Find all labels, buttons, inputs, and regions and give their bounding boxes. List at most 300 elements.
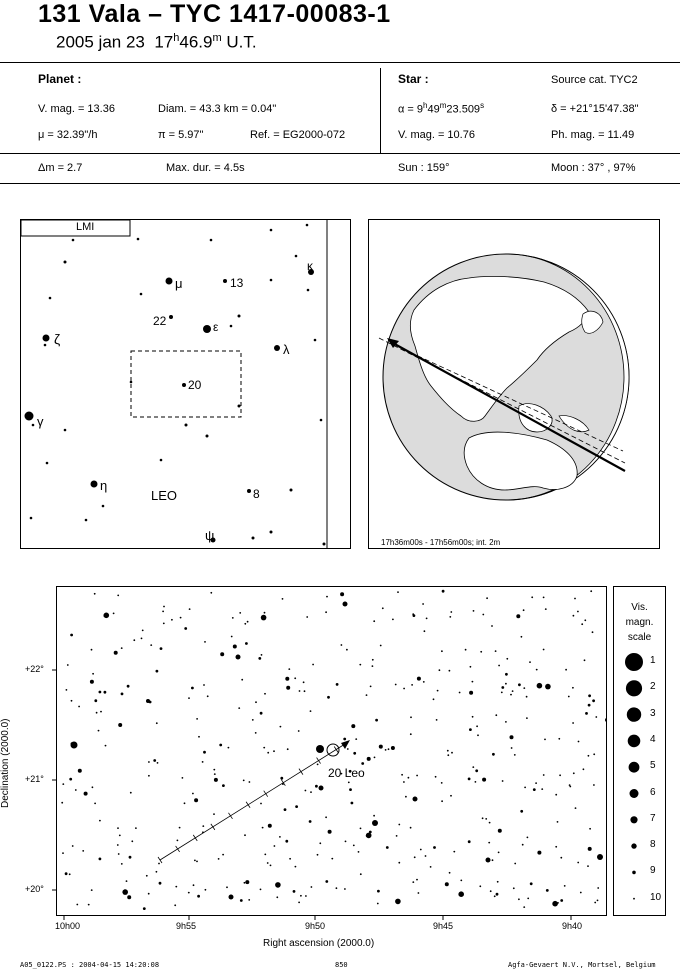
detail-star [410, 827, 412, 829]
detail-star [243, 780, 245, 782]
detail-star [194, 798, 198, 802]
detail-star [360, 828, 362, 830]
detail-star [449, 616, 451, 618]
detail-star [275, 882, 281, 888]
detail-star [188, 892, 190, 894]
planet-parallax: π = 5.97" [158, 129, 204, 141]
detail-star [453, 851, 455, 853]
event-datetime: 2005 jan 23 17$^h$46.9$^m$ U.T. [56, 32, 257, 52]
detail-star [280, 726, 282, 728]
detail-star [501, 692, 503, 694]
detail-star [416, 879, 418, 881]
detail-star [501, 686, 504, 689]
detail-star [510, 694, 512, 696]
detail-star-bright [605, 718, 606, 722]
dec-tick-20: +20° [25, 884, 44, 894]
y-axis-label: Declination (2000.0) [0, 718, 11, 808]
finder-star [64, 429, 67, 432]
detail-star [557, 821, 559, 823]
detail-star [268, 824, 272, 828]
detail-star [450, 795, 452, 797]
detail-star [527, 898, 529, 900]
finder-star [210, 239, 213, 242]
detail-star [245, 642, 248, 645]
detail-star [121, 863, 123, 865]
detail-star [162, 611, 164, 613]
star-label-lambda: λ [283, 342, 290, 357]
detail-star [284, 808, 287, 811]
star-label-kappa: κ [307, 259, 313, 273]
finder-star [64, 261, 67, 264]
detail-star [439, 669, 441, 671]
finder-star [91, 481, 98, 488]
legend-dot [630, 789, 639, 798]
detail-star [130, 792, 132, 794]
finder-star [160, 459, 163, 462]
detail-star [327, 696, 330, 699]
divider-middle [0, 153, 680, 154]
detail-star [255, 732, 257, 734]
ra-tick-9h55: 9h55 [176, 921, 197, 931]
detail-star [249, 781, 251, 783]
detail-star [202, 761, 204, 763]
detail-star [326, 596, 328, 598]
detail-star [351, 724, 355, 728]
detail-star [91, 649, 93, 651]
detail-star [516, 614, 520, 618]
finder-star [247, 489, 251, 493]
ra-tick-9h40: 9h40 [562, 921, 583, 931]
planet-heading: Planet : [38, 72, 82, 86]
constellation-name: LEO [151, 488, 178, 503]
detail-star [306, 616, 308, 618]
detail-star [78, 769, 82, 773]
detail-star [105, 745, 107, 747]
legend-dot [629, 762, 640, 773]
detail-star [286, 686, 290, 690]
detail-star [533, 788, 536, 791]
star-label-20: 20 [188, 378, 202, 392]
detail-star [287, 748, 289, 750]
detail-star-bright [229, 895, 234, 900]
detail-star [430, 866, 432, 868]
detail-star [298, 730, 300, 732]
star-label-mu: μ [175, 276, 183, 291]
divider-vertical [380, 68, 381, 153]
detail-star [435, 776, 437, 778]
detail-star [203, 751, 206, 754]
detail-star [192, 793, 194, 795]
finder-star [185, 424, 188, 427]
detail-star [174, 904, 176, 906]
star-label-eta: η [100, 478, 108, 493]
detail-star [413, 614, 416, 617]
detail-star [239, 612, 241, 614]
detail-star [184, 802, 186, 804]
detail-star [146, 875, 148, 877]
detail-star [353, 752, 356, 755]
detail-star [580, 892, 582, 894]
detail-star [552, 901, 558, 907]
detail-star [94, 699, 97, 702]
detail-star-bright [236, 655, 241, 660]
detail-star [492, 753, 495, 756]
legend-magnitude-label: 10 [650, 891, 662, 903]
detail-star [114, 651, 118, 655]
detail-star [197, 895, 200, 898]
detail-star [574, 598, 576, 600]
detail-star [88, 904, 90, 906]
detail-star [104, 613, 110, 619]
detail-star [498, 665, 500, 667]
detail-star [522, 844, 524, 846]
detail-star [531, 596, 533, 598]
detail-star [578, 741, 580, 743]
detail-star [382, 607, 384, 609]
detail-star [204, 641, 206, 643]
detail-star [159, 882, 162, 885]
detail-star [222, 854, 224, 856]
detail-star [325, 816, 327, 818]
detail-star [231, 636, 233, 638]
detail-star [351, 802, 354, 805]
detail-star [294, 677, 296, 679]
detail-stars [61, 590, 606, 910]
detail-star [82, 850, 84, 852]
event-date: 2005 jan 23 [56, 32, 145, 52]
detail-star [398, 862, 400, 864]
detail-star [300, 895, 302, 897]
legend-magnitude-label: 9 [650, 865, 656, 877]
target-star-label: 20 Leo [328, 766, 365, 780]
detail-star [121, 647, 123, 649]
detail-star [459, 692, 461, 694]
detail-star [331, 858, 333, 860]
detail-star [263, 747, 265, 749]
detail-star [527, 837, 529, 839]
detail-star [346, 649, 348, 651]
detail-star [514, 863, 516, 865]
detail-star-bright [413, 797, 418, 802]
detail-star [261, 615, 267, 621]
detail-star [355, 738, 357, 740]
detail-chart-panel [56, 586, 607, 916]
detail-star [569, 784, 571, 786]
detail-star [274, 845, 276, 847]
detail-star [96, 712, 98, 714]
finder-star [166, 278, 173, 285]
detail-star [193, 884, 195, 886]
detail-star [495, 650, 497, 652]
finder-star [30, 517, 33, 520]
finder-star [102, 505, 105, 508]
detail-star [62, 783, 64, 785]
finder-star [182, 383, 186, 387]
detail-star [99, 858, 102, 861]
detail-star [584, 659, 586, 661]
detail-star [520, 810, 523, 813]
detail-star [66, 689, 68, 691]
star-right-ascension: $\alpha = 9^h49^m23.509^s$ [398, 101, 485, 116]
detail-star [127, 895, 131, 899]
detail-star [325, 880, 328, 883]
detail-star [492, 859, 494, 861]
detail-star [175, 886, 177, 888]
finder-star [290, 489, 293, 492]
detail-star [361, 762, 364, 765]
detail-star [373, 620, 375, 622]
detail-star [594, 902, 596, 904]
detail-star-bright [343, 602, 348, 607]
finder-star [169, 315, 173, 319]
detail-star [261, 654, 263, 656]
detail-star [475, 781, 477, 783]
detail-star [496, 893, 499, 896]
detail-star [264, 854, 266, 856]
detail-star [388, 748, 390, 750]
detail-star [372, 659, 374, 661]
detail-star [564, 885, 566, 887]
detail-star [568, 696, 570, 698]
detail-star [122, 889, 128, 895]
detail-star [403, 688, 405, 690]
detail-star [475, 769, 478, 772]
star-label-epsilon: ε [213, 320, 219, 334]
legend-magnitude-label: 7 [650, 812, 656, 824]
detail-star [592, 699, 595, 702]
detail-star [573, 615, 575, 617]
finder-star [238, 315, 241, 318]
detail-star [480, 651, 482, 653]
detail-star [312, 664, 314, 666]
detail-star [238, 707, 240, 709]
star-heading: Star : [398, 72, 429, 86]
detail-star [241, 679, 243, 681]
detail-star [366, 834, 369, 837]
detail-star [298, 902, 300, 904]
detail-star [592, 631, 594, 633]
asteroid-track-arrow [341, 740, 350, 749]
detail-star [572, 687, 574, 689]
detail-star [100, 711, 102, 713]
detail-star [280, 777, 283, 780]
star-label-gamma: γ [37, 414, 44, 429]
detail-star [588, 704, 591, 707]
detail-star [523, 906, 525, 908]
detail-star [299, 690, 301, 692]
finder-star [25, 412, 34, 421]
legend-magnitude-label: 2 [650, 681, 656, 693]
detail-star [156, 871, 158, 873]
detail-star-bright [316, 745, 324, 753]
page-title: 131 Vala – TYC 1417-00083-1 [38, 0, 391, 28]
detail-star [218, 858, 220, 860]
detail-star [94, 803, 96, 805]
detail-star [258, 657, 261, 660]
detail-star [141, 638, 143, 640]
detail-star [171, 619, 173, 621]
detail-star [465, 649, 467, 651]
magnitude-legend [613, 586, 666, 916]
finder-star [306, 224, 309, 227]
legend-title: Vis. magn. scale [625, 602, 654, 643]
detail-star [497, 881, 499, 883]
divider-bottom [0, 183, 680, 184]
detail-star [423, 681, 425, 683]
legend-dot [631, 843, 636, 848]
detail-star [180, 617, 182, 619]
detail-star [577, 862, 579, 864]
detail-star [207, 695, 209, 697]
detail-star [273, 750, 275, 752]
detail-star [149, 701, 152, 704]
detail-star [311, 886, 313, 888]
detail-star [472, 681, 474, 683]
event-time-minutes: 46.9 [179, 32, 213, 52]
finder-star [295, 255, 298, 258]
detail-star [482, 614, 484, 616]
detail-star [156, 722, 158, 724]
detail-star [117, 827, 119, 829]
event-time-hours: 17 [154, 32, 174, 52]
detail-star [189, 608, 191, 610]
detail-star [593, 784, 595, 786]
detail-star [347, 748, 349, 750]
detail-star [449, 670, 451, 672]
detail-star [317, 764, 319, 766]
finder-star [130, 381, 133, 384]
detail-star [373, 815, 375, 817]
detail-star [385, 749, 387, 751]
detail-star [315, 785, 318, 788]
asteroid-track-tick [228, 813, 232, 819]
detail-star [163, 623, 165, 625]
finder-star [49, 297, 52, 300]
detail-star-bright [597, 854, 603, 860]
detail-star [518, 683, 521, 686]
finder-star [320, 419, 323, 422]
detail-star [565, 669, 567, 671]
detail-star [583, 768, 585, 770]
detail-star [255, 701, 257, 703]
detail-star [353, 845, 355, 847]
detail-star-bright [319, 786, 324, 791]
detail-star [472, 716, 474, 718]
detail-star [310, 791, 312, 793]
detail-star [530, 882, 533, 885]
detail-star [505, 721, 507, 723]
detail-star [398, 824, 400, 826]
legend-dot-group [625, 653, 643, 900]
detail-star [118, 723, 122, 727]
legend-magnitude-label: 8 [650, 839, 656, 851]
detail-star [558, 738, 560, 740]
detail-star [505, 683, 507, 685]
detail-star [345, 841, 347, 843]
detail-star [179, 827, 181, 829]
detail-star [470, 666, 472, 668]
planet-motion: μ = 32.39"/h [38, 129, 98, 141]
detail-star [514, 754, 516, 756]
detail-star [303, 681, 305, 683]
detail-star [595, 716, 597, 718]
detail-star [119, 835, 121, 837]
detail-star [279, 836, 281, 838]
asteroid-track [158, 740, 350, 863]
detail-star [468, 778, 471, 781]
detail-star [451, 752, 453, 754]
finder-star [46, 462, 49, 465]
detail-star [121, 693, 124, 696]
detail-star [148, 775, 150, 777]
detail-star [555, 846, 557, 848]
detail-star [418, 892, 420, 894]
detail-star [581, 623, 583, 625]
detail-star [150, 644, 152, 646]
detail-star [436, 719, 438, 721]
asteroid-track-tick [158, 857, 162, 863]
detail-star [587, 865, 589, 867]
detail-star [512, 690, 514, 692]
globe-caption: 17h36m00s - 17h56m00s; int. 2m [381, 538, 501, 547]
detail-star-bright [71, 742, 78, 749]
asteroid-track-tick [176, 846, 180, 852]
detail-star [202, 825, 204, 827]
dec-tick-22: +22° [25, 664, 44, 674]
detail-star [379, 745, 383, 749]
detail-star [194, 860, 196, 862]
detail-star [295, 866, 297, 868]
detail-star [113, 613, 115, 615]
detail-star [349, 788, 352, 791]
detail-star [135, 827, 137, 829]
detail-star [498, 829, 502, 833]
detail-star [380, 645, 382, 647]
detail-star [494, 895, 496, 897]
detail-star [420, 849, 422, 851]
detail-star [78, 706, 80, 708]
detail-star [502, 780, 504, 782]
detail-star [417, 677, 421, 681]
ra-tick-9h45: 9h45 [433, 921, 454, 931]
dec-tick-21: +21° [25, 774, 44, 784]
star-phmag: Ph. mag. = 11.49 [551, 129, 635, 141]
detail-star [403, 781, 405, 783]
star-label-8: 8 [253, 487, 260, 501]
finder-star [44, 344, 47, 347]
detail-star [510, 735, 514, 739]
detail-star [264, 693, 266, 695]
detail-star [537, 683, 543, 689]
detail-star [366, 694, 368, 696]
legend-magnitude-label: 4 [650, 733, 656, 745]
footer-credit: Agfa-Gevaert N.V., Mortsel, Belgium [508, 961, 656, 969]
detail-star [222, 784, 225, 787]
detail-star [158, 863, 160, 865]
legend-dot [627, 707, 641, 721]
finder-star [314, 339, 317, 342]
detail-star [188, 697, 190, 699]
detail-star [526, 696, 528, 698]
asteroid-track-tick [211, 824, 215, 830]
detail-star [310, 710, 312, 712]
detail-star [498, 852, 500, 854]
detail-star [67, 664, 69, 666]
detail-star [441, 800, 443, 802]
detail-star [442, 590, 445, 593]
detail-star [555, 794, 557, 796]
detail-star [270, 865, 272, 867]
